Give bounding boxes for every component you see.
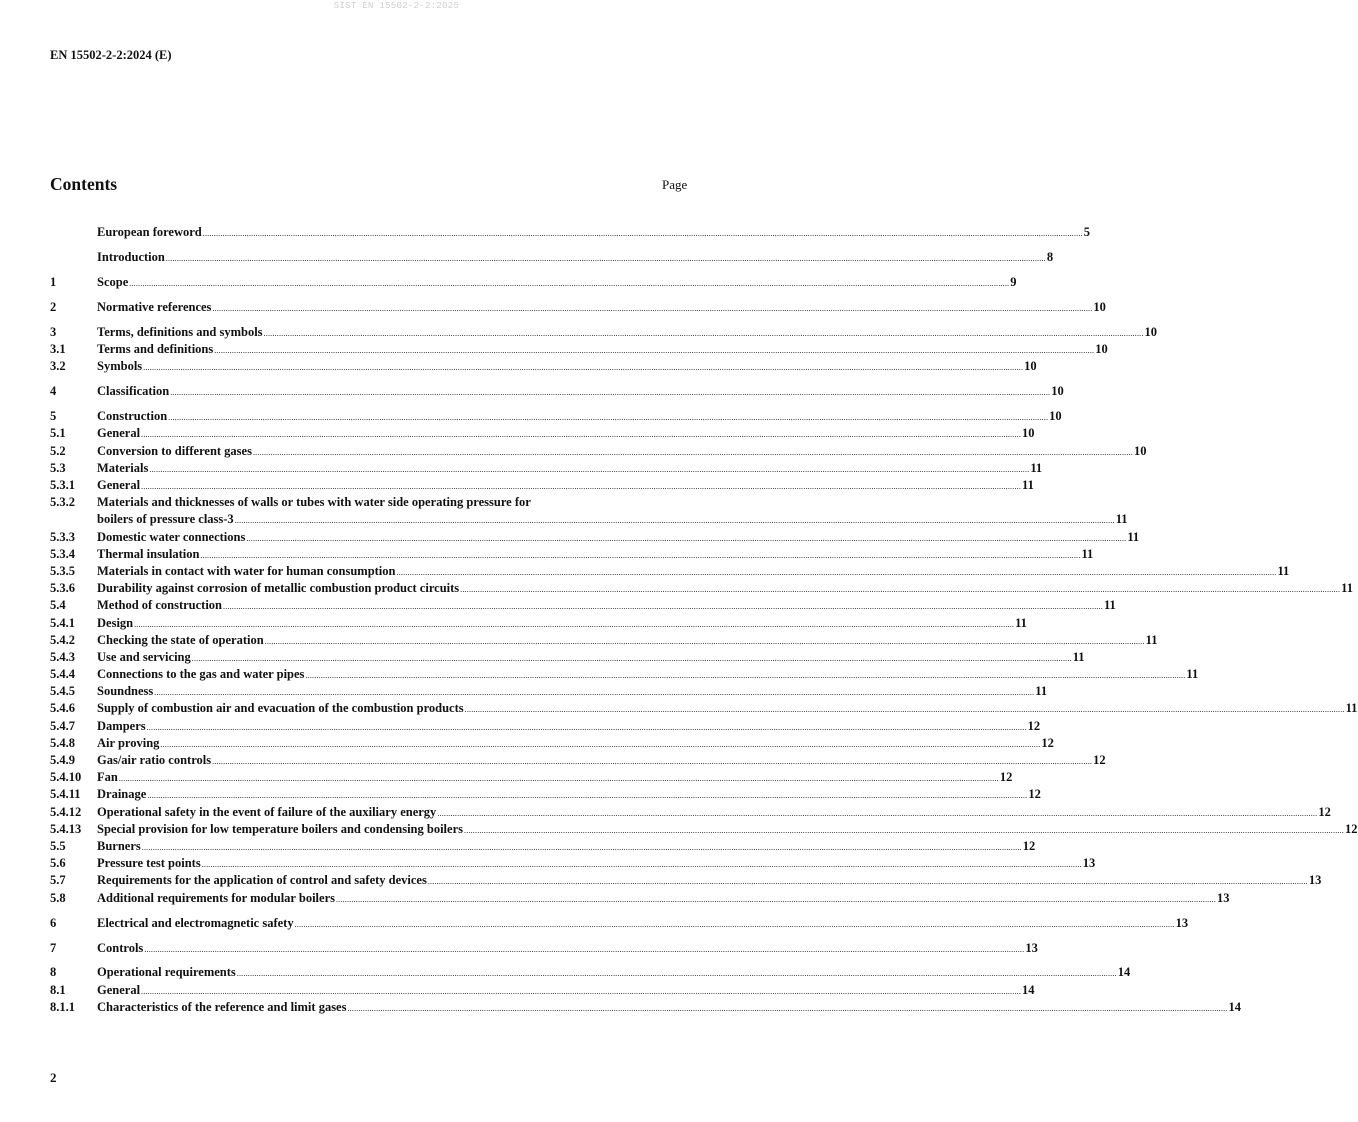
toc-entry[interactable] [50,632,1158,649]
toc-entry[interactable] [50,735,1054,752]
toc-entry-number: 5.3.6 [50,581,75,596]
table-of-contents [50,224,1358,1016]
toc-entry-title: Pressure test points [97,856,201,871]
toc-entry-title: Requirements for the application of control and safety devices [97,873,427,888]
toc-entry-title: General [97,478,141,493]
toc-entry-page: 13 [1308,873,1322,888]
toc-entry-page: 11 [1072,649,1085,664]
toc-entry-page: 11 [1022,478,1034,493]
toc-entry[interactable] [50,460,1043,477]
toc-entry-title: Operational requirements [97,965,236,980]
toc-entry-number: 3.1 [50,342,66,357]
toc-entry-title: Connections to the gas and water pipes [97,667,305,682]
dot-leader: ................................................................................................................................................................................................................................................................................................................................................................................................................ [144,944,1025,954]
toc-entry-page: 13 [1216,890,1230,905]
toc-entry-page: 12 [1318,804,1331,819]
dot-leader: ................................................................................................................................................................................................................................................................................................................................................................................................................ [252,447,1133,457]
toc-entry-page: 5 [1083,225,1090,239]
toc-entry[interactable] [50,615,1027,632]
toc-entry-page: 13 [1175,915,1189,930]
toc-entry-page: 11 [1186,667,1199,682]
toc-entry-page: 11 [1035,684,1048,699]
toc-entry-page: 10 [1049,409,1062,424]
toc-entry-title: Burners [97,838,141,853]
toc-entry-number: 6 [50,915,57,930]
toc-entry-number: 5.6 [50,856,66,871]
toc-entry-number: 7 [50,940,57,955]
dot-leader: ................................................................................................................................................................................................................................................................................................................................................................................................................ [234,516,1115,526]
toc-entry-page: 13 [1025,940,1038,955]
toc-entry-number: 5.3.3 [50,529,75,544]
dot-leader: ................................................................................................................................................................................................................................................................................................................................................................................................................ [464,825,1344,835]
toc-entry[interactable] [50,915,1189,932]
toc-entry-number: 4 [50,384,57,399]
watermark: SIST EN 15502-2-2:2025 [333,1,460,11]
dot-leader: ................................................................................................................................................................................................................................................................................................................................................................................................................ [294,919,1175,929]
toc-entry-title: European foreword [97,225,202,239]
toc-entry-number: 3.2 [50,359,66,374]
dot-leader: ................................................................................................................................................................................................................................................................................................................................................................................................................ [118,774,999,784]
dot-leader: ................................................................................................................................................................................................................................................................................................................................................................................................................ [141,986,1022,996]
toc-entry-title: Scope [97,274,129,289]
toc-entry-title: Introduction [97,249,165,264]
toc-entry-number: 5.4.9 [50,753,75,768]
dot-leader: ................................................................................................................................................................................................................................................................................................................................................................................................................ [464,705,1345,715]
toc-entry[interactable] [50,999,1241,1016]
dot-leader: ................................................................................................................................................................................................................................................................................................................................................................................................................ [168,413,1049,423]
dot-leader: ................................................................................................................................................................................................................................................................................................................................................................................................................ [437,808,1318,818]
toc-entry-number: 5.4 [50,598,66,613]
toc-entry-title: Fan [97,770,118,785]
toc-entry-number: 5.4.8 [50,735,75,750]
dot-leader: ................................................................................................................................................................................................................................................................................................................................................................................................................ [212,303,1093,313]
toc-entry-number: 5.4.3 [50,649,75,664]
toc-entry-page: 14 [1228,999,1241,1014]
dot-leader: ................................................................................................................................................................................................................................................................................................................................................................................................................ [212,757,1093,767]
toc-entry-page: 10 [1024,359,1037,374]
toc-entry-number: 5.1 [50,426,66,441]
toc-entry-number: 5.4.7 [50,718,75,733]
toc-entry[interactable] [50,546,1094,563]
toc-entry-title: Thermal insulation [97,546,200,561]
toc-entry-number: 8 [50,965,57,980]
dot-leader: ................................................................................................................................................................................................................................................................................................................................................................................................................ [141,482,1022,492]
toc-entry-number: 5.3.2 [50,495,75,510]
toc-entry[interactable] [50,982,1035,999]
toc-entry-title: Checking the state of operation [97,632,264,647]
toc-entry-title: Controls [97,940,144,955]
toc-entry-title: Normative references [97,299,212,314]
dot-leader: ................................................................................................................................................................................................................................................................................................................................................................................................................ [154,688,1035,698]
toc-entry-number: 5.4.1 [50,615,75,630]
toc-entry-title: Terms, definitions and symbols [97,324,263,339]
toc-entry[interactable] [50,940,1038,957]
toc-entry-number: 8.1 [50,982,66,997]
dot-leader: ................................................................................................................................................................................................................................................................................................................................................................................................................ [134,619,1015,629]
dot-leader: ................................................................................................................................................................................................................................................................................................................................................................................................................ [147,791,1028,801]
toc-entry-page: 11 [1015,615,1027,630]
toc-entry-title: Supply of combustion air and evacuation of the combustion products [97,701,464,716]
toc-entry-title: Conversion to different gases [97,443,252,458]
toc-entry-number: 5.3.4 [50,546,75,561]
toc-entry-number: 5.8 [50,890,66,905]
dot-leader: ................................................................................................................................................................................................................................................................................................................................................................................................................ [236,969,1117,979]
dot-leader: ................................................................................................................................................................................................................................................................................................................................................................................................................ [146,722,1027,732]
toc-entry-page: 12 [1027,718,1041,733]
toc-entry[interactable] [50,249,1054,266]
toc-entry[interactable] [50,718,1041,735]
dot-leader: ................................................................................................................................................................................................................................................................................................................................................................................................................ [165,253,1046,263]
toc-entry[interactable] [50,529,1140,546]
toc-entry-title: Domestic water connections [97,529,246,544]
dot-leader: ................................................................................................................................................................................................................................................................................................................................................................................................................ [427,877,1308,887]
dot-leader: ................................................................................................................................................................................................................................................................................................................................................................................................................ [305,671,1186,681]
toc-entry-page: 10 [1022,426,1035,441]
dot-leader: ................................................................................................................................................................................................................................................................................................................................................................................................................ [191,653,1072,663]
toc-entry-page: 12 [1028,787,1041,802]
dot-leader: ................................................................................................................................................................................................................................................................................................................................................................................................................ [396,567,1277,577]
toc-entry-number: 5.4.6 [50,701,75,716]
page-column-label: Page [662,177,688,192]
toc-entry[interactable] [50,838,1036,855]
toc-entry-number: 5.7 [50,873,66,888]
toc-entry-title: Durability against corrosion of metallic combustion product circuits [97,581,460,596]
toc-entry-title: Operational safety in the event of failure of the auxiliary energy [97,804,437,819]
dot-leader: ................................................................................................................................................................................................................................................................................................................................................................................................................ [202,229,1083,238]
toc-entry[interactable] [50,683,1048,700]
toc-entry[interactable] [50,274,1017,291]
toc-entry-page: 12 [999,770,1013,785]
toc-entry-title: Terms and definitions [97,342,214,357]
dot-leader: ................................................................................................................................................................................................................................................................................................................................................................................................................ [223,602,1103,612]
toc-entry-page: 11 [1030,460,1043,475]
dot-leader: ................................................................................................................................................................................................................................................................................................................................................................................................................ [347,1003,1228,1013]
dot-leader: ................................................................................................................................................................................................................................................................................................................................................................................................................ [460,585,1341,595]
toc-entry-page: 12 [1041,735,1054,750]
dot-leader: ................................................................................................................................................................................................................................................................................................................................................................................................................ [143,363,1024,373]
toc-entry-title: Soundness [97,684,154,699]
toc-entry-number: 5 [50,409,57,424]
document-id: EN 15502-2-2:2024 (E) [50,48,172,62]
toc-entry-number: 5.4.13 [50,821,82,836]
toc-entry[interactable] [50,872,1322,889]
toc-entry-number: 8.1.1 [50,999,75,1014]
dot-leader: ................................................................................................................................................................................................................................................................................................................................................................................................................ [141,430,1022,440]
toc-entry-page: 14 [1022,982,1035,997]
toc-entry-page: 9 [1010,274,1017,289]
toc-entry[interactable] [50,477,1034,494]
toc-entry-number: 5.4.5 [50,684,75,699]
toc-entry[interactable] [50,299,1106,316]
toc-entry-title: Drainage [97,787,147,802]
toc-entry[interactable] [50,890,1230,907]
toc-entry-page: 11 [1277,563,1290,578]
toc-entry-title: Construction [97,409,168,424]
toc-entry-number: 5.5 [50,838,66,853]
toc-entry-page: 12 [1345,821,1358,836]
toc-entry-page: 12 [1093,753,1106,768]
toc-entry[interactable] [50,786,1041,803]
dot-leader: ................................................................................................................................................................................................................................................................................................................................................................................................................ [201,860,1082,870]
toc-entry-page: 11 [1115,512,1128,527]
toc-entry-title-continuation: boilers of pressure class-3 [97,512,234,527]
toc-entry-number: 5.3 [50,460,66,475]
toc-entry-page: 13 [1082,856,1096,871]
toc-entry-title: Classification [97,384,170,399]
toc-entry-page: 11 [1341,581,1353,596]
toc-entry[interactable] [50,563,1290,580]
toc-entry-number: 5.3.1 [50,478,75,493]
toc-entry-title: Materials in contact with water for human consumption [97,563,396,578]
toc-entry-page: 10 [1093,299,1106,314]
dot-leader: ................................................................................................................................................................................................................................................................................................................................................................................................................ [170,388,1051,398]
dot-leader: ................................................................................................................................................................................................................................................................................................................................................................................................................ [149,464,1030,474]
toc-entry-page: 8 [1046,249,1054,264]
toc-entry-page: 14 [1117,965,1131,980]
toc-entry-page: 12 [1022,838,1036,853]
toc-entry-title: General [97,982,141,997]
toc-entry-number: 2 [50,299,57,314]
toc-entry-title: Air proving [97,735,160,750]
toc-entry[interactable] [50,597,1116,614]
toc-entry[interactable] [50,408,1062,425]
toc-entry-title: General [97,426,141,441]
dot-leader: ................................................................................................................................................................................................................................................................................................................................................................................................................ [200,550,1081,560]
toc-entry-title: Symbols [97,359,143,374]
dot-leader: ................................................................................................................................................................................................................................................................................................................................................................................................................ [335,894,1216,904]
toc-entry-number: 3 [50,324,57,339]
toc-entry-number: 5.4.11 [50,787,81,802]
toc-entry[interactable] [50,494,697,511]
toc-entry-continuation[interactable] [50,511,1128,528]
toc-entry-title: Dampers [97,718,146,733]
toc-entry-page: 11 [1145,632,1158,647]
toc-entry-title: Characteristics of the reference and limit gases [97,999,347,1014]
toc-entry-page: 10 [1095,342,1108,357]
toc-entry[interactable] [50,700,1358,717]
toc-entry-page: 11 [1345,701,1358,716]
toc-entry-page: 10 [1133,443,1147,458]
toc-entry-title: Use and servicing [97,649,191,664]
toc-entry-number: 5.4.4 [50,667,75,682]
toc-entry-title: Materials and thicknesses of walls or tubes with water side operating pressure for [97,495,531,510]
toc-entry-number: 5.4.12 [50,804,82,819]
toc-entry[interactable] [50,964,1131,981]
toc-entry-page: 10 [1144,324,1158,339]
toc-entry-number: 5.3.5 [50,563,75,578]
dot-leader: ................................................................................................................................................................................................................................................................................................................................................................................................................ [263,328,1144,338]
toc-entry[interactable] [50,752,1106,769]
toc-entry[interactable] [50,358,1037,375]
toc-entry[interactable] [50,341,1108,358]
contents-heading: Contents [50,174,118,194]
toc-entry-title: Special provision for low temperature boilers and condensing boilers [97,821,463,836]
toc-entry[interactable] [50,383,1064,400]
toc-entry-title: Method of construction [97,598,222,613]
toc-entry[interactable] [50,855,1096,872]
toc-entry-title: Gas/air ratio controls [97,753,212,768]
dot-leader: ................................................................................................................................................................................................................................................................................................................................................................................................................ [141,842,1022,852]
page-number: 2 [50,1070,57,1085]
toc-entry-title: Design [97,615,134,630]
toc-entry[interactable] [50,649,1085,666]
toc-entry-number: 5.4.2 [50,632,75,647]
dot-leader: ................................................................................................................................................................................................................................................................................................................................................................................................................ [129,278,1010,288]
toc-entry-number: 5.2 [50,443,66,458]
toc-entry[interactable] [50,425,1035,442]
dot-leader: ................................................................................................................................................................................................................................................................................................................................................................................................................ [160,739,1041,749]
dot-leader: ................................................................................................................................................................................................................................................................................................................................................................................................................ [214,346,1095,356]
toc-entry[interactable] [50,769,1013,786]
dot-leader: ................................................................................................................................................................................................................................................................................................................................................................................................................ [246,533,1127,543]
toc-entry[interactable] [50,324,1158,341]
toc-entry-title: Electrical and electromagnetic safety [97,915,294,930]
toc-entry-number: 1 [50,274,57,289]
toc-entry[interactable] [50,821,1358,838]
toc-entry-title: Materials [97,460,149,475]
toc-entry-page: 11 [1127,529,1140,544]
toc-entry[interactable] [50,443,1147,460]
toc-entry-page: 11 [1104,598,1116,613]
toc-entry-page: 11 [1081,546,1094,561]
toc-entry[interactable] [50,580,1353,597]
toc-entry[interactable] [50,666,1199,683]
toc-entry-number: 5.4.10 [50,770,82,785]
toc-entry[interactable] [50,804,1331,821]
toc-entry[interactable] [50,224,1090,241]
toc-entry-title: Additional requirements for modular boilers [97,890,335,905]
dot-leader: ................................................................................................................................................................................................................................................................................................................................................................................................................ [264,636,1145,646]
toc-entry-page: 10 [1051,384,1064,399]
